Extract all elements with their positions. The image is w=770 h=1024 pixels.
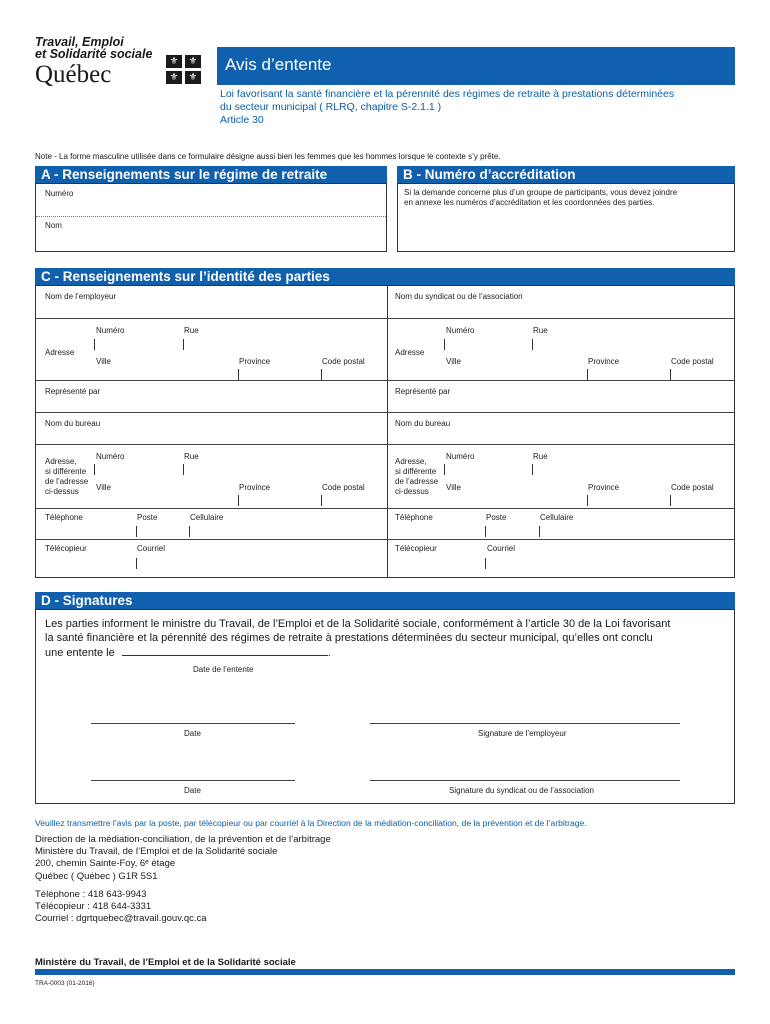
declaration-line-1: Les parties informent le ministre du Travail, de l’Emploi et de la Solidarité sociale, conformément à l’article 30 de la Loi favorisant [45,618,671,630]
employer-cell-label: Cellulaire [190,513,224,522]
union-phone-field[interactable] [388,509,734,539]
address-line-2: Ministère du Travail, de l’Emploi et de la Solidarité sociale [35,846,278,858]
declaration-line-3: une entente le [45,647,115,659]
signature-employer-label: Signature de l’employeur [478,729,567,738]
section-d-header: D - Signatures [35,592,735,609]
address-line-4: Québec ( Québec ) G1R 5S1 [35,870,158,882]
union-fax-email-field[interactable] [388,540,734,577]
accreditation-instructions-2: en annexe les numéros d’accréditation et les coordonnées des parties. [404,198,655,207]
address-line-1: Direction de la médiation-conciliation, de la prévention et de l’arbitrage [35,834,331,845]
employer-alt-address-label-3: de l’adresse [45,477,89,486]
union-name-field[interactable] [388,286,734,318]
date-employer-label: Date [184,729,201,738]
employer-street-number-label: Numéro [96,326,125,335]
law-reference [220,88,740,127]
signatures-declaration [45,617,729,660]
employer-represented-by-label: Représenté par [45,387,101,396]
employer-name-label: Nom de l’employeur [45,292,117,301]
agreement-date-field[interactable] [122,645,328,656]
employer-represented-by-field[interactable] [36,381,386,412]
union-alt-address-label-1: Adresse, [395,457,427,466]
contact-email[interactable]: Courriel : dgrtquebec@travail.gouv.qc.ca [35,913,207,925]
union-phone-label: Téléphone [395,513,433,522]
employer-alt-address-field[interactable] [94,445,386,507]
form-code: TRA-0003 (01-2016) [35,980,95,987]
section-b-header: B - Numéro d’accréditation [397,166,735,183]
fleur-de-lis-icon: ⚜ [185,55,201,68]
contact-fax: Télécopieur : 418 644-3331 [35,901,152,913]
union-alt-province-label: Province [588,483,620,492]
union-alt-number-label: Numéro [446,452,475,461]
logo-line-3: Québec [35,61,112,88]
employer-extension-label: Poste [137,513,158,522]
union-alt-address-label-2: si différente [395,467,437,476]
date-union-line[interactable] [91,780,295,781]
employer-fax-email-field[interactable] [36,540,386,577]
employer-name-field[interactable] [36,286,386,318]
section-c-header: C - Renseignements sur l’identité des parties [35,268,735,285]
mailing-address [35,834,331,883]
employer-fax-label: Télécopieur [45,544,87,553]
section-a-header: A - Renseignements sur le régime de retraite [35,166,387,183]
signature-union-line[interactable] [370,780,680,781]
contact-phone: Téléphone : 418 643-9943 [35,889,147,900]
employer-email-label: Courriel [137,544,166,553]
fleur-de-lis-icon: ⚜ [166,55,182,68]
union-alt-address-label-3: de l’adresse [395,477,439,486]
declaration-period: . [327,647,331,659]
employer-alt-number-label: Numéro [96,452,125,461]
agreement-date-label: Date de l’entente [193,665,254,674]
employer-alt-street-label: Rue [184,452,199,461]
employer-address-label: Adresse [45,348,75,357]
employer-street-label: Rue [184,326,199,335]
employer-office-label: Nom du bureau [45,419,101,428]
employer-office-field[interactable] [36,413,386,444]
union-alt-city-label: Ville [446,483,461,492]
employer-phone-label: Téléphone [45,513,83,522]
declaration-line-2: la santé financière et la pérennité des régimes de retraite à prestations déterminées du secteur municipal, qu’elles ont conclu [45,632,653,644]
transmission-instructions: Veuillez transmettre l’avis par la poste, par télécopieur ou par courriel à la Direction de la médiation-conciliation, de la prévention et de l’arbitrage. [35,818,587,828]
union-city-label: Ville [446,357,461,366]
employer-alt-city-label: Ville [96,483,111,492]
contact-info [35,889,207,926]
employer-phone-field[interactable] [36,509,386,539]
page-title: Avis d’entente [225,55,332,74]
address-line-3: 200, chemin Sainte-Foy, 6ᵉ étage [35,858,176,870]
section-c-box [35,285,735,578]
quebec-flag-icon [166,55,206,85]
plan-number-label: Numéro [45,189,74,198]
employer-alt-province-label: Province [239,483,271,492]
union-alt-address-label-4: ci-dessus [395,487,429,496]
employer-alt-postal-label: Code postal [322,483,365,492]
union-province-label: Province [588,357,620,366]
union-street-label: Rue [533,326,548,335]
employer-address-field[interactable] [94,319,386,379]
union-represented-by-field[interactable] [388,381,734,412]
ministry-name: Ministère du Travail, de l’Emploi et de la Solidarité sociale [35,957,296,968]
law-title: Loi favorisant la santé financière et la pérennité des régimes de retraite à prestations déterminées [220,88,675,100]
footer-bar [35,969,735,975]
union-alt-address-field[interactable] [444,445,734,507]
employer-postal-code-label: Code postal [322,357,365,366]
law-article: Article 30 [220,114,264,126]
union-extension-label: Poste [486,513,507,522]
title-bar [217,47,735,85]
union-alt-street-label: Rue [533,452,548,461]
signature-employer-line[interactable] [370,723,680,724]
union-alt-postal-label: Code postal [671,483,714,492]
employer-alt-address-label-1: Adresse, [45,457,77,466]
union-address-field[interactable] [444,319,734,379]
union-street-number-label: Numéro [446,326,475,335]
gender-note: Note - La forme masculine utilisée dans ce formulaire désigne aussi bien les femmes que les hommes lorsque le contexte s’y prête. [35,152,501,161]
law-citation: du secteur municipal ( RLRQ, chapitre S-2.1.1 ) [220,101,442,113]
employer-alt-address-label-2: si différente [45,467,87,476]
union-address-label: Adresse [395,348,425,357]
union-office-label: Nom du bureau [395,419,451,428]
union-represented-by-label: Représenté par [395,387,451,396]
plan-number-field[interactable] [36,184,386,216]
union-name-label: Nom du syndicat ou de l’association [395,292,523,301]
logo-line-1: Travail, Emploi [35,35,124,49]
date-employer-line[interactable] [91,723,295,724]
union-postal-code-label: Code postal [671,357,714,366]
union-email-label: Courriel [487,544,516,553]
section-a-box [35,183,387,252]
union-fax-label: Télécopieur [395,544,437,553]
employer-alt-address-label-4: ci-dessus [45,487,79,496]
section-b-box[interactable] [397,183,735,252]
plan-name-label: Nom [45,221,62,230]
logo-line-2: et Solidarité sociale [35,47,153,61]
union-cell-label: Cellulaire [540,513,574,522]
fleur-de-lis-icon: ⚜ [166,71,182,84]
employer-province-label: Province [239,357,271,366]
employer-city-label: Ville [96,357,111,366]
signature-union-label: Signature du syndicat ou de l’association [449,786,594,795]
date-union-label: Date [184,786,201,795]
union-office-field[interactable] [388,413,734,444]
fleur-de-lis-icon: ⚜ [185,71,201,84]
section-d-box [35,609,735,804]
plan-name-field[interactable] [36,217,386,251]
accreditation-instructions-1: Si la demande concerne plus d’un groupe de participants, vous devez joindre [404,188,678,197]
